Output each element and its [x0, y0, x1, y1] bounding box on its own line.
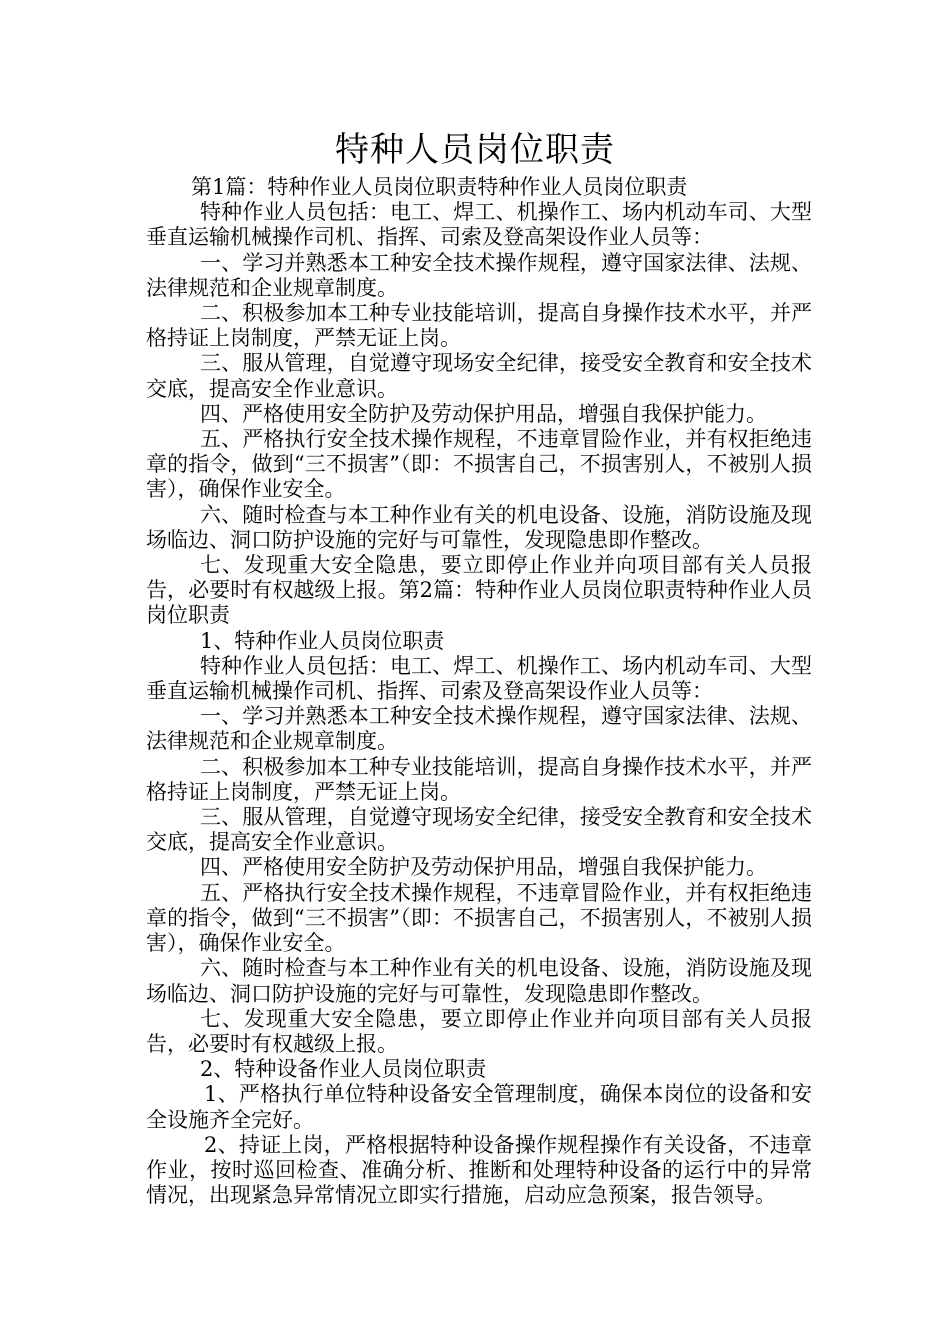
paragraph-duty-5-repeat: 五、严格执行安全技术操作规程，不违章冒险作业，并有权拒绝违章的指令，做到“三不损害”（即：不损害自己，不损害别人，不被别人损害），确保作业安全。	[146, 880, 812, 956]
section-heading-part-1: 第1篇：特种作业人员岗位职责特种作业人员岗位职责	[191, 175, 688, 199]
paragraph-duty-3-repeat: 三、服从管理，自觉遵守现场安全纪律，接受安全教育和安全技术交底，提高安全作业意识。	[146, 805, 812, 855]
paragraph-duty-6-repeat: 六、随时检查与本工种作业有关的机电设备、设施，消防设施及现场临边、洞口防护设施的完好与可靠性，发现隐患即作整改。	[146, 956, 812, 1006]
paragraph-duty-3: 三、服从管理，自觉遵守现场安全纪律，接受安全教育和安全技术交底，提高安全作业意识。	[146, 351, 812, 401]
paragraph-personnel-scope: 特种作业人员包括：电工、焊工、机操作工、场内机动车司、大型垂直运输机械操作司机、指挥、司索及登高架设作业人员等：	[146, 200, 812, 250]
paragraph-duty-7-repeat: 七、发现重大安全隐患，要立即停止作业并向项目部有关人员报告，必要时有权越级上报。	[146, 1006, 812, 1056]
section-heading-1: 1、特种作业人员岗位职责	[200, 628, 445, 653]
paragraph-duty-7-and-part-2: 七、发现重大安全隐患，要立即停止作业并向项目部有关人员报告，必要时有权越级上报。第2篇：特种作业人员岗位职责特种作业人员岗位职责	[146, 553, 812, 628]
paragraph-duty-1-repeat: 一、学习并熟悉本工种安全技术操作规程，遵守国家法律、法规、法律规范和企业规章制度。	[146, 704, 812, 754]
document-body	[146, 175, 812, 1208]
paragraph-personnel-scope-repeat: 特种作业人员包括：电工、焊工、机操作工、场内机动车司、大型垂直运输机械操作司机、指挥、司索及登高架设作业人员等：	[146, 653, 812, 704]
section-heading-2: 2、特种设备作业人员岗位职责	[200, 1057, 487, 1082]
paragraph-duty-5: 五、严格执行安全技术操作规程，不违章冒险作业，并有权拒绝违章的指令，做到“三不损害”（即：不损害自己，不损害别人，不被别人损害），确保作业安全。	[146, 427, 812, 502]
paragraph-duty-2: 二、积极参加本工种专业技能培训，提高自身操作技术水平，并严格持证上岗制度，严禁无证上岗。	[146, 301, 812, 351]
paragraph-equipment-duty-1: 1、严格执行单位特种设备安全管理制度，确保本岗位的设备和安全设施齐全完好。	[146, 1082, 812, 1132]
paragraph-duty-2-repeat: 二、积极参加本工种专业技能培训，提高自身操作技术水平，并严格持证上岗制度，严禁无证上岗。	[146, 754, 812, 804]
paragraph-duty-4-repeat: 四、严格使用安全防护及劳动保护用品，增强自我保护能力。	[200, 855, 767, 880]
paragraph-duty-6: 六、随时检查与本工种作业有关的机电设备、设施，消防设施及现场临边、洞口防护设施的完好与可靠性，发现隐患即作整改。	[146, 502, 812, 552]
document-title: 特种人员岗位职责	[335, 130, 615, 170]
paragraph-duty-1: 一、学习并熟悉本工种安全技术操作规程，遵守国家法律、法规、法律规范和企业规章制度。	[146, 250, 812, 300]
paragraph-duty-4: 四、严格使用安全防护及劳动保护用品，增强自我保护能力。	[200, 401, 767, 426]
paragraph-equipment-duty-2: 2、持证上岗，严格根据特种设备操作规程操作有关设备，不违章作业，按时巡回检查、准确分析、推断和处理特种设备的运行中的异常情况，出现紧急异常情况立即实行措施，启动应急预案，报告领导。	[146, 1132, 812, 1208]
